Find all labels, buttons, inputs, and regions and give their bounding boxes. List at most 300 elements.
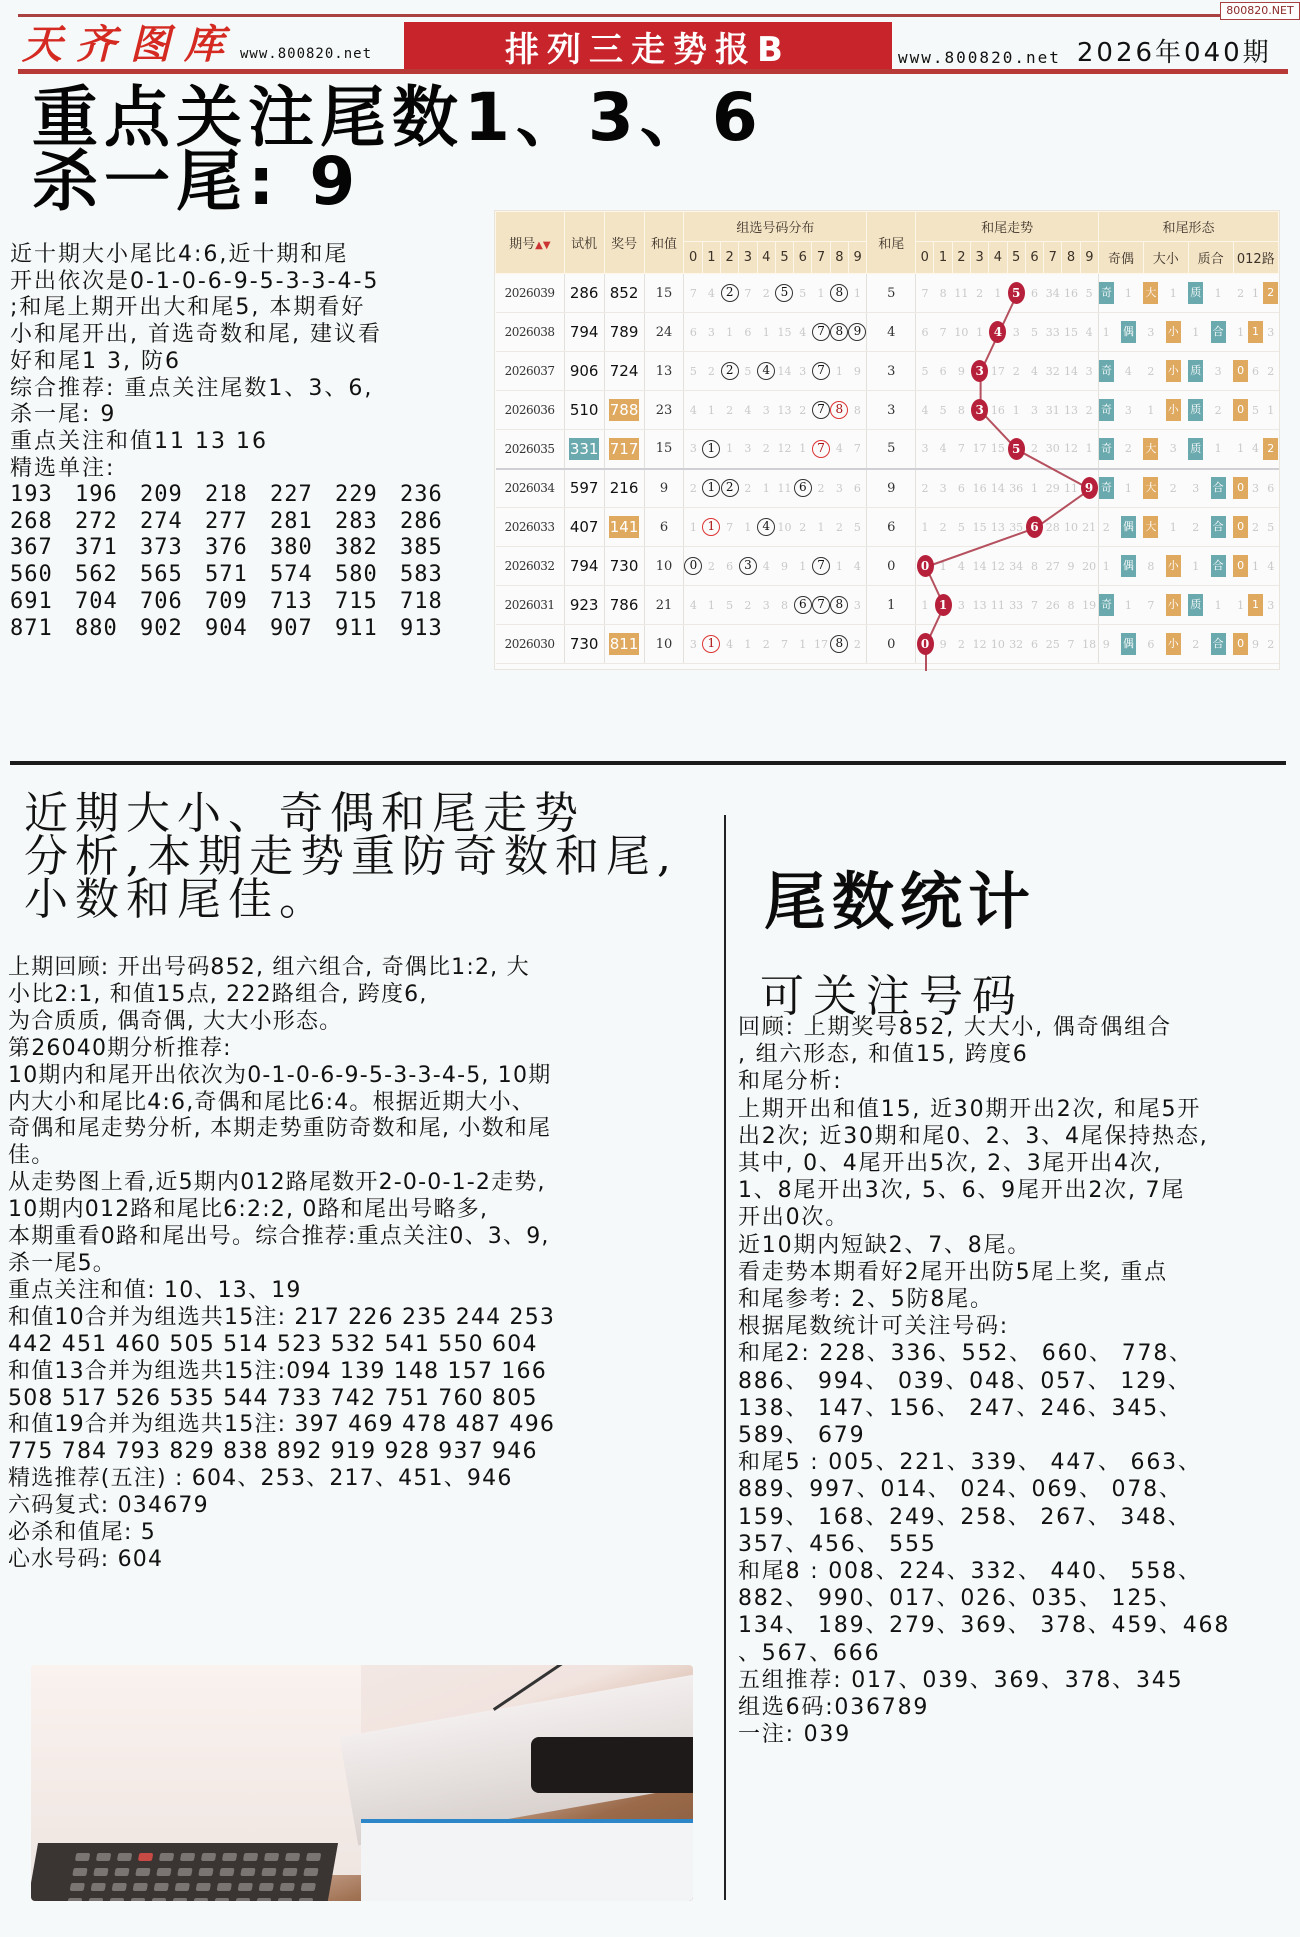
shape-cell	[1158, 391, 1188, 430]
table-row	[496, 547, 1279, 586]
sum-cell: 15	[644, 274, 684, 313]
hit-digit-circle: 7	[812, 596, 830, 614]
route-tag: 2	[1263, 282, 1278, 304]
trend-cell: 36	[1007, 469, 1025, 508]
dist-cell	[830, 391, 848, 430]
shape-cell	[1099, 352, 1114, 391]
calculator-key	[172, 1898, 187, 1901]
route-cell: 5	[1248, 391, 1263, 430]
pick-number: 268	[10, 508, 53, 534]
shape-cell: 3	[1188, 469, 1203, 508]
dist-cell	[830, 625, 848, 664]
shape-tag: 小	[1166, 321, 1181, 343]
calculator-key	[96, 1853, 111, 1861]
analysis-line: 本期重看0路和尾出号。综合推荐:重点关注0、3、9,	[8, 1224, 550, 1250]
hit-digit-circle: 5	[775, 284, 793, 302]
test-number-cell	[564, 586, 604, 625]
route-cell: 1	[1263, 391, 1279, 430]
analysis-line: 和值13合并为组选共15注:094 139 148 157 166	[8, 1358, 547, 1384]
dist-cell: 1	[757, 469, 775, 508]
route-cell: 2	[1248, 508, 1263, 547]
route-cell	[1248, 586, 1263, 625]
dist-cell	[812, 547, 830, 586]
hit-digit-circle: 8	[830, 401, 848, 419]
shape-tag: 质	[1188, 360, 1203, 382]
dist-cell: 1	[739, 508, 757, 547]
shape-cell: 8	[1143, 547, 1158, 586]
shape-tag: 小	[1166, 555, 1181, 577]
tail-cell: 5	[867, 430, 916, 469]
trend-cell: 1	[934, 547, 952, 586]
analysis-line: 杀一尾5。	[8, 1250, 116, 1276]
draw-number: 717	[609, 439, 639, 458]
col-shape: 012路	[1233, 242, 1278, 274]
test-number: 286	[569, 284, 599, 302]
trend-cell: 16	[1062, 274, 1080, 313]
col-tail: 和尾	[867, 212, 916, 274]
issue-cell: 2026035	[496, 430, 565, 469]
column-divider	[724, 815, 726, 1900]
shape-cell	[1203, 313, 1233, 352]
dist-cell: 6	[848, 469, 866, 508]
calculator-key	[93, 1868, 108, 1876]
test-number: 730	[569, 635, 599, 653]
stats-line: 589、 679	[738, 1423, 866, 1449]
stats-line: 开出0次。	[738, 1205, 849, 1231]
dist-cell	[721, 274, 739, 313]
calculator-key	[193, 1898, 208, 1901]
shape-cell	[1158, 352, 1188, 391]
pick-number: 583	[400, 562, 443, 588]
shape-cell: 2	[1158, 469, 1188, 508]
route-cell: 9	[1248, 625, 1263, 664]
issue-cell: 2026039	[496, 274, 565, 313]
calculator-key	[151, 1898, 166, 1901]
shape-cell: 1	[1203, 430, 1233, 469]
stats-heading: 尾数统计	[764, 865, 1037, 938]
analysis-line: 奇偶和尾走势分析, 本期走势重防奇数和尾, 小数和尾	[8, 1116, 552, 1142]
hit-digit-circle: 3	[739, 557, 757, 575]
shape-cell: 3	[1158, 430, 1188, 469]
analysis-heading	[24, 788, 678, 925]
trend-cell: 6	[952, 469, 970, 508]
shape-cell	[1099, 586, 1114, 625]
dist-cell: 4	[739, 391, 757, 430]
col-trend-digit: 0	[916, 242, 934, 274]
route-cell: 6	[1248, 352, 1263, 391]
col-dist-digit: 1	[702, 242, 720, 274]
hit-digit-circle: 6	[794, 479, 812, 497]
dist-cell	[812, 430, 830, 469]
picks-row	[10, 535, 465, 562]
dist-cell: 2	[702, 547, 720, 586]
trend-cell: 15	[970, 508, 988, 547]
dist-cell: 17	[812, 625, 830, 664]
stats-line: 159、 168、249、258、 267、 348、	[738, 1504, 1192, 1530]
dist-cell: 2	[757, 430, 775, 469]
pick-number: 277	[205, 508, 248, 534]
tail-cell: 4	[867, 313, 916, 352]
picks-row	[10, 589, 465, 616]
dist-cell	[757, 352, 775, 391]
shape-cell	[1113, 508, 1143, 547]
selected-picks-grid	[10, 482, 465, 642]
trend-cell: 12	[970, 625, 988, 664]
calculator-key	[135, 1868, 150, 1876]
shape-cell	[1203, 625, 1233, 664]
route-cell	[1233, 547, 1248, 586]
trend-cell: 5	[934, 391, 952, 430]
dist-cell: 11	[775, 469, 793, 508]
calculator-key	[154, 1883, 169, 1891]
stats-line: 、567、666	[738, 1640, 881, 1666]
shape-cell: 2	[1188, 508, 1203, 547]
hit-digit-circle: 7	[812, 440, 830, 458]
shape-tag: 偶	[1121, 555, 1136, 577]
dist-cell: 7	[739, 274, 757, 313]
shape-cell: 1	[1113, 586, 1143, 625]
route-cell: 1	[1233, 586, 1248, 625]
dist-cell: 4	[684, 391, 702, 430]
sum-cell: 24	[644, 313, 684, 352]
section-divider	[10, 761, 1286, 765]
trend-cell: 4	[1080, 313, 1098, 352]
dist-cell: 5	[721, 586, 739, 625]
dist-cell: 2	[812, 469, 830, 508]
calculator-key	[277, 1898, 292, 1901]
issue-cell: 2026037	[496, 352, 565, 391]
logo-url[interactable]: www.800820.net	[240, 46, 373, 62]
trend-cell: 31	[1044, 391, 1062, 430]
trend-cell: 20	[1080, 547, 1098, 586]
shape-cell: 7	[1143, 586, 1158, 625]
shape-tag: 奇	[1099, 438, 1114, 460]
table-row	[496, 313, 1279, 352]
sum-cell: 15	[644, 430, 684, 469]
trend-cell: 17	[989, 352, 1007, 391]
trend-cell: 16	[989, 391, 1007, 430]
header-top-rule	[18, 14, 1280, 17]
trend-cell: 32	[1044, 352, 1062, 391]
trend-cell: 6	[916, 313, 934, 352]
pick-number: 236	[400, 482, 443, 507]
shape-cell: 2	[1143, 352, 1158, 391]
dist-cell: 3	[702, 313, 720, 352]
intro-line: 近十期大小尾比4:6,近十期和尾	[10, 242, 349, 267]
site-logo[interactable]	[22, 22, 372, 68]
col-trend-digit: 8	[1062, 242, 1080, 274]
issue-cell: 2026033	[496, 508, 565, 547]
trend-cell: 15	[1062, 313, 1080, 352]
pick-number: 691	[10, 588, 53, 614]
table-row	[496, 430, 1279, 469]
analysis-heading-line: 分析,本期走势重防奇数和尾,	[24, 831, 678, 882]
trend-cell: 7	[1025, 586, 1043, 625]
dist-cell: 12	[775, 430, 793, 469]
hit-digit-circle: 8	[830, 323, 848, 341]
sum-cell: 10	[644, 547, 684, 586]
shape-tag: 大	[1143, 516, 1158, 538]
tail-cell: 0	[867, 547, 916, 586]
col-shape: 大小	[1143, 242, 1188, 274]
intro-line: 重点关注和值11 13 16	[10, 428, 268, 454]
shape-cell: 1	[1113, 274, 1143, 313]
shape-cell	[1188, 430, 1203, 469]
analysis-line: 上期回顾: 开出号码852, 组六组合, 奇偶比1:2, 大	[8, 955, 530, 980]
intro-line: 杀一尾: 9	[10, 402, 117, 428]
route-tag: 0	[1233, 399, 1248, 421]
trend-cell: 1	[1025, 469, 1043, 508]
trend-cell: 10	[1062, 508, 1080, 547]
analysis-heading-line: 小数和尾佳。	[24, 874, 330, 925]
dist-cell	[739, 547, 757, 586]
shape-cell: 2	[1113, 430, 1143, 469]
stats-line: 和尾分析:	[738, 1069, 843, 1095]
intro-line: ;和尾上期开出大和尾5, 本期看好	[10, 295, 366, 321]
intro-text	[10, 242, 480, 482]
issue-cell: 2026031	[496, 586, 565, 625]
trend-cell: 8	[952, 391, 970, 430]
trend-dot: 6	[1026, 516, 1043, 538]
col-group-distribution: 组选号码分布	[684, 212, 867, 242]
trend-cell: 5	[916, 352, 934, 391]
stats-line: 357、456、 555	[738, 1531, 937, 1557]
picks-row	[10, 482, 465, 509]
trend-cell: 5	[1080, 274, 1098, 313]
dist-cell: 2	[757, 274, 775, 313]
trend-cell: 25	[1044, 625, 1062, 664]
dist-cell: 4	[794, 313, 812, 352]
pick-number: 380	[270, 535, 313, 561]
trend-dot: 3	[971, 360, 988, 382]
shape-tag: 偶	[1121, 516, 1136, 538]
dist-cell: 7	[684, 274, 702, 313]
tail-cell: 3	[867, 391, 916, 430]
dist-cell: 1	[794, 625, 812, 664]
hit-digit-circle: 4	[757, 362, 775, 380]
col-trend-digit: 3	[970, 242, 988, 274]
page-title-banner	[404, 22, 892, 70]
trend-cell: 27	[1044, 547, 1062, 586]
shape-cell: 1	[1099, 547, 1114, 586]
col-dist-digit: 8	[830, 242, 848, 274]
dist-cell: 1	[721, 430, 739, 469]
dist-cell	[830, 274, 848, 313]
col-trend-digit: 6	[1025, 242, 1043, 274]
dist-cell: 3	[794, 352, 812, 391]
trend-cell: 2	[970, 274, 988, 313]
pick-number: 193	[10, 482, 53, 507]
calculator-key	[214, 1898, 229, 1901]
dist-cell	[812, 352, 830, 391]
dist-cell: 2	[848, 625, 866, 664]
stats-line: 根据尾数统计可关注号码:	[738, 1314, 1010, 1340]
headline-kill-tail: 杀一尾: 9	[32, 143, 362, 220]
headline	[32, 79, 764, 220]
trend-cell: 8	[1025, 547, 1043, 586]
sum-cell: 10	[644, 625, 684, 664]
calculator-key	[130, 1898, 145, 1901]
calculator-key	[201, 1853, 216, 1861]
photo-notebook	[361, 1819, 693, 1901]
col-shape: 质合	[1188, 242, 1233, 274]
sort-icon[interactable]: ▲▼	[535, 240, 551, 251]
hit-digit-circle: 2	[721, 479, 739, 497]
trend-dot: 9	[1081, 477, 1098, 499]
route-tag: 2	[1263, 438, 1278, 460]
hit-digit-circle: 4	[757, 518, 775, 536]
route-cell: 1	[1248, 274, 1263, 313]
test-number-cell	[564, 391, 604, 430]
intro-line: 小和尾开出, 首选奇数和尾, 建议看	[10, 322, 382, 348]
col-trend-digit: 9	[1080, 242, 1098, 274]
trend-cell: 6	[934, 352, 952, 391]
shape-cell: 2	[1188, 625, 1203, 664]
draw-number: 852	[609, 284, 639, 302]
draw-number-cell	[604, 508, 644, 547]
trend-cell: 35	[1007, 508, 1025, 547]
analysis-line: 必杀和值尾: 5	[8, 1520, 157, 1546]
pick-number: 565	[140, 562, 183, 588]
trend-cell: 21	[1080, 508, 1098, 547]
dist-cell: 1	[721, 313, 739, 352]
col-dist-digit: 5	[775, 242, 793, 274]
dist-cell	[702, 508, 720, 547]
route-cell	[1263, 430, 1279, 469]
dist-cell	[721, 469, 739, 508]
calculator-key	[285, 1853, 300, 1861]
shape-cell	[1099, 469, 1114, 508]
shape-cell	[1158, 313, 1188, 352]
trend-cell: 1	[916, 586, 934, 625]
dist-cell: 4	[757, 547, 775, 586]
draw-number-cell	[604, 391, 644, 430]
calculator-key	[264, 1853, 279, 1861]
tail-cell: 0	[867, 625, 916, 664]
col-group-tail-shape: 和尾形态	[1099, 212, 1279, 242]
photo-phone	[531, 1737, 693, 1793]
pick-number: 571	[205, 562, 248, 588]
dist-cell	[794, 586, 812, 625]
pick-number: 709	[205, 588, 248, 614]
dist-cell: 6	[721, 547, 739, 586]
header-url[interactable]: www.800820.net	[898, 48, 1061, 67]
stats-line: 134、 189、279、369、 378、459、468	[738, 1613, 1231, 1639]
calculator-key	[112, 1883, 127, 1891]
hit-digit-circle: 7	[812, 557, 830, 575]
pick-number: 382	[335, 535, 378, 561]
pick-number: 281	[270, 508, 313, 534]
stats-line: 其中, 0、4尾开出5次, 2、3尾开出4次,	[738, 1151, 1163, 1177]
test-number-cell	[564, 469, 604, 508]
test-number-cell	[564, 313, 604, 352]
hit-digit-circle: 1	[702, 479, 720, 497]
table-row	[496, 625, 1279, 664]
pick-number: 713	[270, 588, 313, 614]
col-issue[interactable]: 期号▲▼	[496, 212, 565, 274]
trend-cell: 32	[1007, 625, 1025, 664]
dist-cell	[812, 313, 830, 352]
route-cell: 3	[1263, 313, 1279, 352]
shape-cell: 1	[1188, 313, 1203, 352]
draw-number-cell	[604, 274, 644, 313]
route-cell: 4	[1263, 547, 1279, 586]
route-cell: 5	[1263, 508, 1279, 547]
shape-cell	[1203, 547, 1233, 586]
trend-cell: 2	[1080, 391, 1098, 430]
route-cell	[1233, 391, 1248, 430]
dist-cell: 6	[739, 313, 757, 352]
stats-line: 回顾: 上期奖号852, 大大小, 偶奇偶组合	[738, 1015, 1172, 1040]
intro-line: 开出依次是0-1-0-6-9-5-3-3-4-5	[10, 268, 380, 294]
shape-cell: 2	[1203, 391, 1233, 430]
picks-row	[10, 562, 465, 589]
route-tag: 0	[1233, 477, 1248, 499]
dist-cell: 2	[757, 625, 775, 664]
trend-cell: 10	[989, 625, 1007, 664]
table-row	[496, 469, 1279, 508]
stats-line: 889、997、014、 024、069、 078、	[738, 1477, 1183, 1503]
shape-tag: 合	[1211, 555, 1226, 577]
analysis-line: 心水号码: 604	[8, 1546, 164, 1572]
calculator-key	[72, 1868, 87, 1876]
trend-cell: 9	[952, 352, 970, 391]
shape-cell: 3	[1143, 313, 1158, 352]
shape-cell: 1	[1188, 547, 1203, 586]
calculator-key	[138, 1853, 153, 1861]
shape-cell	[1099, 274, 1114, 313]
col-shape: 奇偶	[1099, 242, 1144, 274]
calculator-key	[70, 1883, 85, 1891]
shape-tag: 大	[1143, 477, 1158, 499]
intro-line: 精选单注:	[10, 455, 116, 481]
trend-dot: 1	[935, 594, 952, 616]
col-trend-digit: 1	[934, 242, 952, 274]
dist-cell	[812, 586, 830, 625]
pick-number: 376	[205, 535, 248, 561]
trend-cell: 3	[1025, 391, 1043, 430]
sum-cell: 9	[644, 469, 684, 508]
calculator-key	[67, 1898, 82, 1901]
dist-cell: 1	[684, 508, 702, 547]
route-tag: 0	[1233, 516, 1248, 538]
shape-cell	[1143, 469, 1158, 508]
trend-cell: 33	[1007, 586, 1025, 625]
dist-cell: 7	[775, 625, 793, 664]
site-watermark-badge: 800820.NET	[1220, 2, 1300, 20]
test-number: 923	[569, 596, 599, 614]
pick-number: 911	[335, 615, 378, 641]
analysis-line: 第26040期分析推荐:	[8, 1035, 232, 1061]
stats-line: 138、 147、156、 247、246、345、	[738, 1395, 1183, 1421]
calculator-key	[109, 1898, 124, 1901]
dist-cell: 1	[812, 274, 830, 313]
pick-number: 871	[10, 615, 53, 641]
trend-cell: 15	[989, 430, 1007, 469]
trend-cell: 4	[934, 430, 952, 469]
shape-tag: 质	[1188, 594, 1203, 616]
trend-cell: 5	[1025, 313, 1043, 352]
dist-cell: 4	[684, 586, 702, 625]
trend-cell: 30	[1044, 430, 1062, 469]
shape-cell	[1143, 274, 1158, 313]
route-cell	[1263, 274, 1279, 313]
dist-cell: 4	[721, 625, 739, 664]
dist-cell: 13	[775, 391, 793, 430]
dist-cell	[757, 508, 775, 547]
header-right	[898, 32, 1272, 69]
shape-cell	[1143, 508, 1158, 547]
